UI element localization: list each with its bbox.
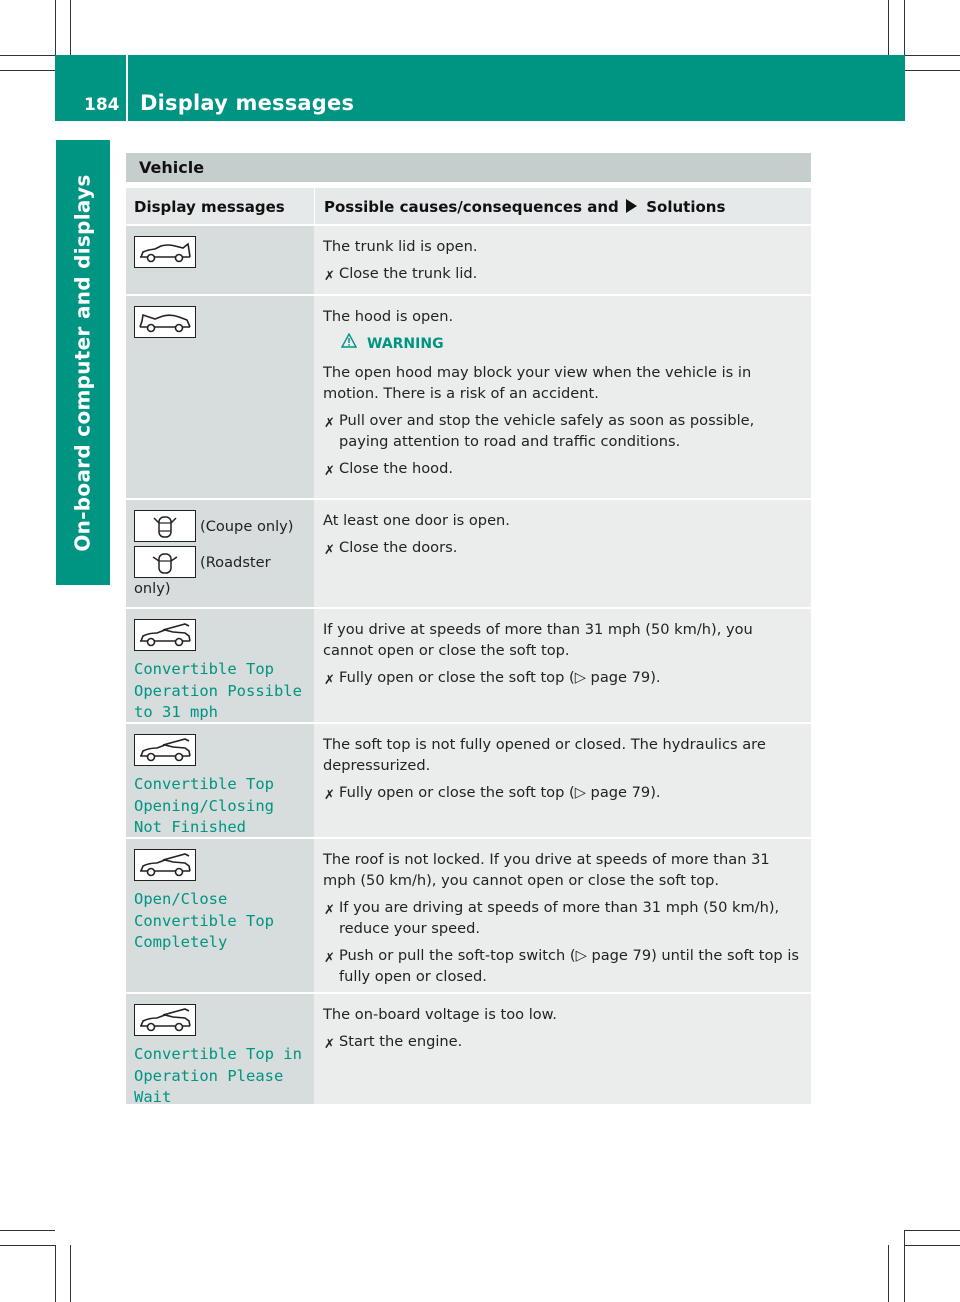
- display-messages-table: [126, 153, 811, 1104]
- crop-mark: [0, 1245, 55, 1246]
- table-row: [126, 724, 811, 837]
- message-cell: [126, 994, 314, 1104]
- display-message-text: Convertible Top Operation Possible to 31 mph: [134, 660, 302, 721]
- header-divider: [126, 55, 128, 121]
- solution-cell: [314, 609, 811, 722]
- warning-text: WARNING: [367, 335, 444, 352]
- crop-mark: [70, 0, 71, 55]
- page-number: 184: [84, 95, 120, 115]
- display-message-text: Convertible Top Opening/Closing Not Finished: [134, 775, 274, 836]
- door-open-icon: [134, 510, 196, 542]
- solution-cell: [314, 994, 811, 1104]
- message-cell: [126, 226, 314, 294]
- convertible-top-icon: [134, 1004, 196, 1036]
- solution-step-text: If you are driving at speeds of more than 31 mph (50 km/h), reduce your speed.: [339, 899, 780, 937]
- step-arrow-icon: ✗: [324, 416, 335, 431]
- crop-mark: [905, 55, 960, 56]
- step-arrow-icon: ✗: [324, 951, 335, 966]
- cause-text: The roof is not locked. If you drive at speeds of more than 31 mph (50 km/h), you cannot open or close the soft top.: [323, 851, 770, 889]
- step-arrow-icon: ✗: [324, 543, 335, 558]
- cause-text: The open hood may block your view when the vehicle is in motion. There is a risk of an accident.: [323, 364, 752, 402]
- warning-label: [341, 333, 803, 355]
- message-cell: [126, 724, 314, 837]
- table-row: [126, 609, 811, 722]
- table-header: [126, 188, 811, 224]
- side-tab-text-wrap: [56, 140, 110, 585]
- solution-step-text: Start the engine.: [339, 1033, 463, 1050]
- solution-step-text: Push or pull the soft-top switch (▷ page 79) until the soft top is fully open or closed.: [339, 947, 799, 985]
- solution-step: [323, 410, 803, 452]
- display-message-text: Convertible Top in Operation Please Wait: [134, 1045, 302, 1106]
- crop-mark: [55, 1245, 56, 1302]
- warning-icon: [341, 333, 367, 355]
- door-open-roadster-icon: [134, 546, 196, 578]
- col-header-solutions-text: Solutions: [646, 198, 726, 216]
- convertible-top-icon: [134, 849, 196, 881]
- solution-cell: [314, 296, 811, 498]
- icon-note: only): [134, 580, 171, 597]
- solution-cell: [314, 500, 811, 607]
- col-header-causes-text: Possible causes/consequences and: [324, 198, 619, 216]
- crop-mark: [904, 1230, 905, 1302]
- message-cell: [126, 839, 314, 992]
- section-heading: Vehicle: [126, 153, 811, 182]
- solution-arrow-icon: [626, 199, 637, 213]
- table-row: [126, 296, 811, 498]
- crop-mark: [55, 0, 56, 55]
- solution-step: [323, 537, 803, 558]
- cause-text: The soft top is not fully opened or closed. The hydraulics are depressurized.: [323, 736, 766, 774]
- message-cell: [126, 296, 314, 498]
- table-row: [126, 500, 811, 607]
- solution-step: [323, 667, 803, 688]
- crop-mark: [888, 1245, 889, 1302]
- solution-cell: [314, 839, 811, 992]
- crop-mark: [904, 0, 905, 55]
- icon-note: (Roadster: [200, 553, 271, 571]
- page-title: Display messages: [140, 91, 355, 115]
- cause-text: The trunk lid is open.: [323, 238, 478, 255]
- crop-mark: [0, 55, 55, 56]
- col-header-messages: Display messages: [134, 198, 285, 216]
- solution-step-text: Fully open or close the soft top (▷ page 79).: [339, 784, 661, 801]
- message-cell: [126, 609, 314, 722]
- table-row: [126, 839, 811, 992]
- door-line-coupe: [134, 510, 314, 542]
- crop-mark: [70, 1245, 71, 1302]
- solution-step: [323, 782, 803, 803]
- solution-step-text: Close the hood.: [339, 460, 453, 477]
- solution-step-text: Fully open or close the soft top (▷ page 79).: [339, 669, 661, 686]
- hood-open-icon: [134, 306, 196, 338]
- step-arrow-icon: ✗: [324, 903, 335, 918]
- crop-mark: [0, 70, 55, 71]
- side-tab-label: On-board computer and displays: [71, 173, 96, 552]
- solution-step-text: Pull over and stop the vehicle safely as soon as possible, paying attention to road and traffic conditions.: [339, 412, 755, 450]
- crop-mark: [905, 1230, 960, 1231]
- crop-mark: [0, 1230, 55, 1231]
- solution-step: [323, 1031, 803, 1052]
- col-header-causes: [314, 188, 811, 224]
- solution-step: [323, 945, 803, 987]
- table-body: [126, 226, 811, 1104]
- step-arrow-icon: ✗: [324, 269, 335, 284]
- convertible-top-icon: [134, 619, 196, 651]
- table-row: [126, 226, 811, 294]
- solution-cell: [314, 724, 811, 837]
- solution-step-text: Close the trunk lid.: [339, 265, 478, 282]
- cause-text: If you drive at speeds of more than 31 mph (50 km/h), you cannot open or close the soft top.: [323, 621, 753, 659]
- crop-mark: [905, 70, 960, 71]
- cause-text: The hood is open.: [323, 308, 454, 325]
- crop-mark: [905, 1245, 960, 1246]
- solution-cell: [314, 226, 811, 294]
- solution-step: [323, 263, 803, 284]
- crop-mark: [888, 0, 889, 55]
- cause-text: The on-board voltage is too low.: [323, 1006, 557, 1023]
- door-line-roadster: [134, 546, 314, 578]
- step-arrow-icon: ✗: [324, 464, 335, 479]
- step-arrow-icon: ✗: [324, 673, 335, 688]
- solution-step: [323, 458, 803, 479]
- step-arrow-icon: ✗: [324, 788, 335, 803]
- icon-note: (Coupe only): [200, 517, 294, 535]
- solution-step-text: Close the doors.: [339, 539, 458, 556]
- solution-step: [323, 897, 803, 939]
- trunk-open-icon: [134, 236, 196, 268]
- convertible-top-icon: [134, 734, 196, 766]
- table-row: [126, 994, 811, 1104]
- message-cell: [126, 500, 314, 607]
- cause-text: At least one door is open.: [323, 512, 510, 529]
- display-message-text: Open/Close Convertible Top Completely: [134, 890, 274, 951]
- step-arrow-icon: ✗: [324, 1037, 335, 1052]
